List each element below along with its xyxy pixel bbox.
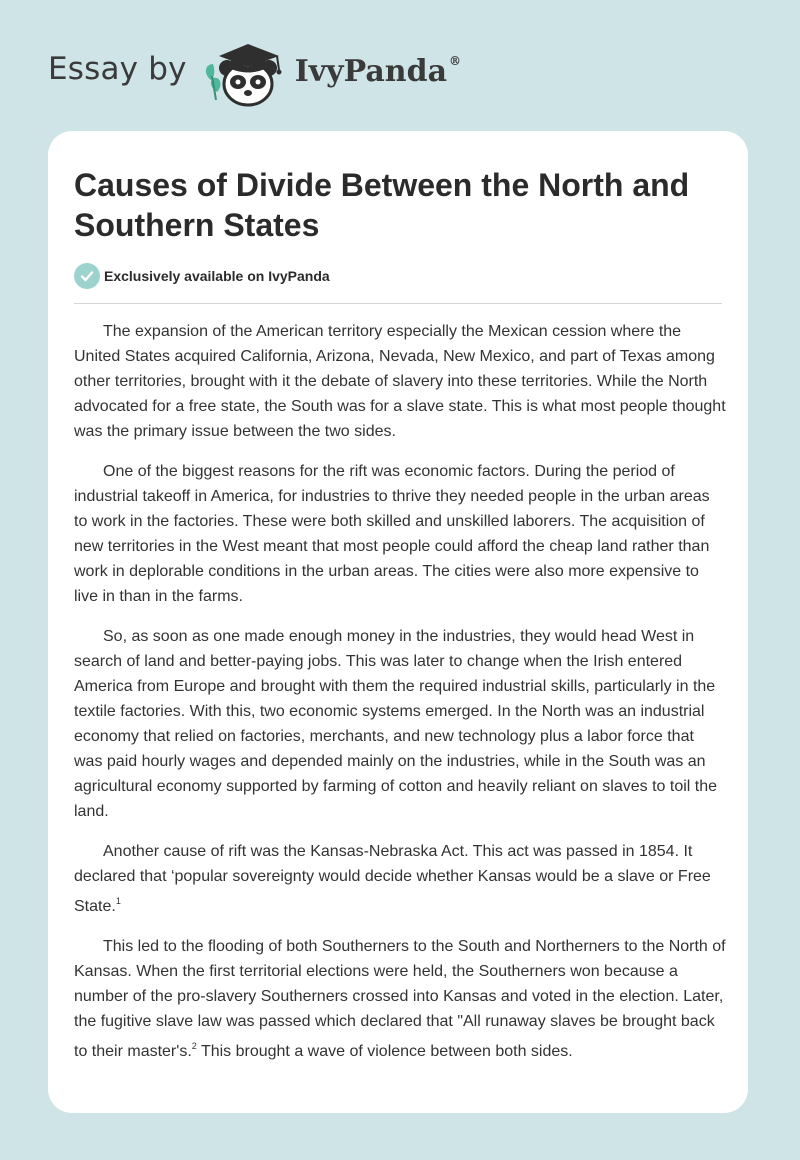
essay-by-label: Essay by: [48, 51, 187, 87]
panda-graduate-icon: [201, 34, 293, 114]
paragraph: This led to the flooding of both Southerners to the South and Northerners to the North of Kansas. When the first territorial elections were held, the Southerners won because a number of the pro-slavery Southerners crossed into Kansas and voted in the election. Later, the fugitive slave law was passed which declared that "All runaway slaves be brought back to their master's.$^2$ This brought a wave of violence between both sides.: [74, 938, 726, 1060]
paragraph: So, as soon as one made enough money in the industries, they would head West in search of land and better-paying jobs. This was later to change when the Irish entered America from Europe and brought with them the required industrial skills, particularly in the textile factories. With this, two economic systems emerged. In the North was an industrial economy that relied on factories, merchants, and new technology plus a labor force that was paid hourly wages and depended mainly on the industries, while in the South was an agricultural economy supported by farming of cotton and heavily reliant on slaves to toil the land.: [74, 628, 718, 820]
exclusive-badge: [74, 262, 330, 290]
site-header: [48, 34, 548, 114]
footnote-ref[interactable]: 2: [191, 1041, 197, 1051]
paragraph: Another cause of rift was the Kansas-Nebraska Act. This act was passed in 1854. It declared that ‘popular sovereignty would decide whether Kansas would be a slave or Free State.$^1$: [74, 843, 711, 915]
registered-mark: ®: [449, 53, 462, 68]
essay-body: [74, 319, 726, 1079]
paragraph: The expansion of the American territory especially the Mexican cession where the United States acquired California, Arizona, Nevada, New Mexico, and part of Texas among other territories, brought with it the debate of slavery into these territories. While the North advocated for a free state, the South was for a slave state. This is what most people thought was the primary issue between the two sides.: [74, 323, 726, 440]
checkmark-icon: [74, 263, 100, 289]
paragraph: One of the biggest reasons for the rift was economic factors. During the period of industrial takeoff in America, for industries to thrive they needed people in the urban areas to work in the factories. These were both skilled and unskilled laborers. The acquisition of new territories in the West meant that most people could afford the cheap land rather than work in deplorable conditions in the urban areas. The cities were also more expensive to live in than in the farms.: [74, 463, 710, 605]
divider: [74, 303, 722, 304]
badge-label: Exclusively available on IvyPanda: [104, 268, 330, 284]
page-title: Causes of Divide Between the North and Southern States: [74, 167, 690, 243]
ivypanda-logo[interactable]: [201, 34, 293, 114]
essay-card: [48, 131, 748, 1113]
brand-name[interactable]: IvyPanda ®: [294, 53, 462, 89]
footnote-ref[interactable]: 1: [115, 896, 121, 906]
